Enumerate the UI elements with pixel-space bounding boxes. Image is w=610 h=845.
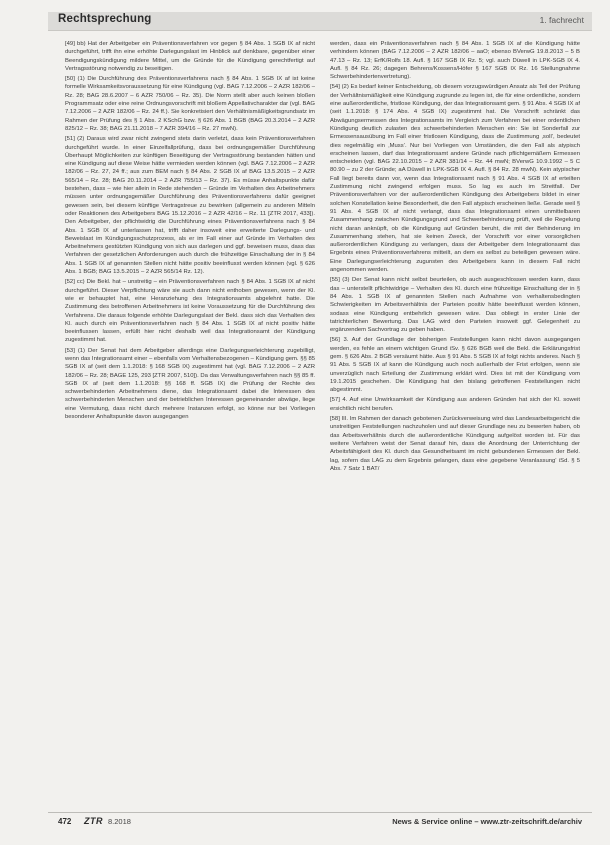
paragraph-56: [56] 3. Auf der Grundlage der bisherigen Feststellungen kann nicht davon ausgegangen werden, es fehle an einem wichtigen Grund iSv. § 626 BGB weil die Bekl. die Erklärungsfrist gem. § 626 Abs. 2 BGB versäumt hätte. Aus § 91 Abs. 5 SGB IX af folgt nichts anderes. Nach § 91 Abs. 5 SGB IX af kann die Kündigung auch noch außerhalb der Frist erfolgen, wenn sie unverzüglich nach Erteilung der Zustimmung erklärt wird. Dies ist mit der Kündigung vom 19.1.2015 geschehen. Die Kündigung hat den bislang getroffenen Feststellungen nicht abgestimmt.	[330, 337, 580, 394]
journal-logo: ZTR	[84, 816, 103, 826]
paragraph-54: [54] (2) Es bedarf keiner Entscheidung, ob diesem vorzugswürdigen Ansatz als Teil der Prüfung der Verhältnismäßigkeit eine Kündigung zugrunde zu legen ist, die für eine ordentliche, sondern eine außerordentliche, fristlose Kündigung, der das Integrationsamt gem. § 91 Abs. 4 SGB IX af (seit 1.1.2018: § 174 Abs. 4 SGB IX) zugestimmt hat. Die Vorschrift schränkt das Abwägungsermessen des Integrationsamts im Vergleich zum Verfahren bei einer ordentlichen Kündigung deutlich zulasten des schwerbehinderten Menschen ein: Sie ist Sonderfall zur Ermessensausübung im Fall einer fristlosen Kündigung, dass die Zustimmung ‚soll‘, bedeutet dies regelmäßig ein ‚Muss‘. Nur bei Vorliegen von Umständen, die den Fall als atypisch erscheinen lassen, darf das Integrationsamt andere Gründe nach pflichtgemäßem Ermessen entscheiden (vgl. BAG 22.10.2015 – 2 AZR 381/14 – Rz. 44 mwN; BVerwG 10.9.1992 – 5 C 80.90 – zu 2 der Gründe; aA Düwell in LPK-SGB IX 4. Aufl. § 84 Rz. 28 mwN). Kein atypischer Fall liegt bereits dann vor, wenn das Integrationsamt nach § 91 Abs. 4 SGB IX af erteilten Zustimmung nicht zwingend erfolgen muss. So lag es auch im Streitfall. Der Präventionsverfahren vor der außerordentlichen Kündigung des Arbeitgebers bildet in einer solchen Konstellation keine Besonderheit, die den Fall atypisch erscheinen ließe. Gerade weil § 91 Abs. 4 SGB IX af nicht verlangt, dass das Integrationsamt einen unmittelbaren Zusammenhang zwischen Kündigungsgrund und Schwerbehinderung prüft, weil die Regelung nicht daran anknüpft, ob die Kündigung auf Gründen beruht, die mit der Behinderung im Zusammenhang stehen, hat sie keinen Zweck, der Vorschrift vor einer vorsorglichen außerordentlichen Kündigung zu verlangen, dass der Arbeitgeber dem Integrationsamt das Ergebnis eines Präventionsverfahrens mitteilt, an dem es selbst zu beteiligen gewesen wäre. Eine Darlegungserleichterung zugunsten des Arbeitgebers kann in diesem Fall nicht angenommen werden.	[330, 84, 580, 274]
paragraph-53-continued: werden, dass ein Präventionsverfahren nach § 84 Abs. 1 SGB IX af die Kündigung hätte verhindern können (BAG 7.12.2006 – 2 AZR 182/06 – aaO; ebenso BVerwG 19.8.2013 – 5 B 47.13 – Rz. 13; ErfK/Rolfs 18. Aufl. § 167 SGB IX Rz. 5; vgl. auch Düwell in LPK-SGB IX 4. Aufl. § 84 Rz. 26; dagegen Behrens/Kossens/Höfer § 167 SGB IX Rz. 16 Stellungnahme Schwerbehindertenvertretung).	[330, 41, 580, 81]
page-number: 472	[58, 817, 72, 826]
page-header	[48, 12, 592, 31]
left-column	[65, 40, 315, 814]
header-category: 1. fachrecht	[539, 15, 584, 25]
paragraph-53: [53] (1) Der Senat hat dem Arbeitgeber allerdings eine Darlegungserleichterung zugebilligt, wenn das Integrationsamt einer – ebenfalls vom Verhaltensbezogenen – Kündigung gem. §§ 85 SGB IX af (seit dem 1.1.2018: § 168 SGB IX) zugestimmt hat (vgl. BAG 7.12.2006 – 2 AZR 182/06 – Rz. 28; BAGE 125, 293 [ZTR 2007, 510]). Da das Verwaltungsverfahren nach §§ 85 ff. SGB IX af (seit dem 1.1.2018: §§ 168 ff. SGB IX) die Prüfung der Rechte des schwerbehinderten Arbeitnehmers diene, das Integrationsamt dabei die Interessen des schwerbehinderten Menschen und der betrieblichen Interessen gegeneinander abwäge, liege eine Vermutung, dass nicht durch mehrere Instanzen erfolgt, so könne nur bei Vorliegen besonderer Anhaltspunkte davon ausgegangen	[65, 347, 315, 421]
page-footer	[48, 812, 592, 829]
paragraph-55: [55] (3) Der Senat kann nicht selbst beurteilen, ob auch ausgeschlossen werden kann, dass das – unterstellt pflichtwidrige – Verhalten des Kl. durch eine frühzeitige Einschaltung der in § 84 Abs. 1 SGB IX af genannten Stellen nach Aufnahme von verhaltensbedingten Schwierigkeiten im Arbeitsverhältnis der Parteien positiv hätte beeinflusst werden können, sodass eine Kündigung entbehrlich gewesen wäre. Das obliegt in erster Linie der tatrichterlichen Bewertung. Das LAG wird den Parteien insoweit ggf. Gelegenheit zu ergänzendem Sachvortrag zu geben haben.	[330, 277, 580, 334]
paragraph-58: [58] III. Im Rahmen der danach gebotenen Zurückverweisung wird das Landesarbeitsgericht die unstreitigen Feststellungen nachzuholen und auf dieser Grundlage neu zu bewerten haben, ob das Arbeitsverhältnis durch die außerordentliche Kündigung aufgelöst worden ist. Für das weitere Verfahren weist der Senat darauf hin, dass die Anordnung der Unterrichtung der Arbeitsfähigkeit des Kl. durch das Gesundheitsamt im nicht gebundenen Ermessen der Bekl. lag, sofern das LAG zu dem Ergebnis gelangen, dass eine ‚gegebene Veranlassung‘ iSd. § 5 Abs. 7 Satz 1 BAT/	[330, 416, 580, 472]
paragraph-49: [49] bb) Hat der Arbeitgeber ein Präventionsverfahren vor gegen § 84 Abs. 1 SGB IX af nicht durchgeführt, trifft ihn eine erhöhte Darlegungslast im Hinblick auf denkbare, gegenüber einer Beendigungskündigung mildere Mittel, um die Gründe für die Kündigung gerechtfertigt auf Vertragsstörung notwendig zu beseitigen.	[65, 41, 315, 72]
right-column	[330, 40, 580, 814]
paragraph-57: [57] 4. Auf eine Unwirksamkeit der Kündigung aus anderen Gründen hat sich der Kl. soweit ersichtlich nicht berufen.	[330, 397, 580, 412]
section-title: Rechtsprechung	[58, 13, 152, 25]
paragraph-50: [50] (1) Die Durchführung des Präventionsverfahrens nach § 84 Abs. 1 SGB IX af ist keine formelle Wirksamkeitsvoraussetzung für eine Kündigung (vgl. BAG 7.12.2006 – 2 AZR 182/06 – Rz. 28; BAG 28.6.2007 – 6 AZR 750/06 – Rz. 35). Die Norm stellt aber auch keinen bloßen Programmsatz oder eine reine Ordnungsvorschrift mit bloßem Appellativcharakter dar (vgl. BAG 7.12.2006 – 2 AZR 182/06 – Rz. 24 ff.). Sie konkretisiert den Verhältnismäßigkeitsgrundsatz im Rahmen der Prüfung des § 1 Abs. 2 KSchG bzw. § 626 Abs. 1 BGB (BAG 20.3.2014 – 2 AZR 825/12 – Rz. 38; BAG 21.11.2018 – 7 AZR 394/16 – Rz. 27 mwN).	[65, 76, 315, 132]
issue-number: 8.2018	[108, 817, 131, 826]
paragraph-51: [51] (2) Daraus wird zwar nicht zwingend stets darin verletzt, dass kein Präventionsverfahren durchgeführt wurde. In einer Einzelfallprüfung, dass bei ordnungsgemäßer Durchführung Überhaupt Möglichkeiten zur künftigen Beseitigung der Vertragsstörung bestanden hätten und eine Kündigung auf diese Weise hätte vermieden werden können (vgl. BAG 7.12.2006 – 2 AZR 182/06 – Rz. 27, 24 ff.; aus zum BEM nach § 84 Abs. 2 SGB IX af BAG 13.5.2015 – 2 AZR 565/14 – Rz. 28; BAG 20.11.2014 – 2 AZR 755/13 – Rz. 37). Es müsse Anhaltspunkte dafür bestehen, dass – wie hier allein in Rede stehenden – Gründe im Verhalten des Arbeitnehmers müssen unter ordnungsgemäßer Durchführung des Präventionsverfahrens dafür geeignet gewesen sein, bei diesem künftige Vertragstreue zu bewirken (allgemein zu anderen Mitteln oder Reaktionen des Arbeitgebers BAG 15.12.2016 – 2 AZR 42/16 – Rz. 11 [ZTR 2017, 433]). Den Arbeitgeber, der pflichtwidrig die Durchführung eines Präventionsverfahrens nach § 84 Abs. 1 SGB IX af unterlassen hat, trifft daher insoweit eine erweiterte Darlegungs- und Beweislast im Kündigungsschutzprozess, als er im Fall einer auf Gründe im Verhalten des Arbeitnehmers gestützten Kündigung von sich aus darlegen und ggf. beweisen muss, dass das Verfahren der gesetzlichen Anforderungen auch durch die frühzeitige Einschaltung der in § 84 Abs. 1 SGB IX af genannten Stellen nicht hätte positiv beeinflusst werden können (vgl. § 626 Abs. 1 BGB; BAG 13.5.2015 – 2 AZR 565/14 Rz. 12).	[65, 136, 315, 276]
archive-link[interactable]: News & Service online – www.ztr-zeitschrift.de/archiv	[392, 817, 582, 826]
paragraph-52: [52] cc) Die Bekl. hat – unstreitig – ein Präventionsverfahren nach § 84 Abs. 1 SGB IX af nicht durchgeführt. Dieser Verpflichtung wäre sie auch dann nicht enthoben gewesen, wenn der Kl. wie er behauptet hat, eine Heranziehung des Integrationsamts abgelehnt hatte. Die Zustimmung des betroffenen Arbeitnehmers ist keine Voraussetzung für die Durchführung des Verfahrens. Die daraus folgende erhöhte Darlegungslast der Bekl. dass sich das Verhalten des Kl. auch durch ein Präventionsverfahren nach § 84 Abs. 1 SGB IX af nicht positiv hätte beeinflussen lassen, erfüllt hier nicht deshalb weil das Integrationsamt der Kündigung zugestimmt hat.	[65, 279, 315, 344]
